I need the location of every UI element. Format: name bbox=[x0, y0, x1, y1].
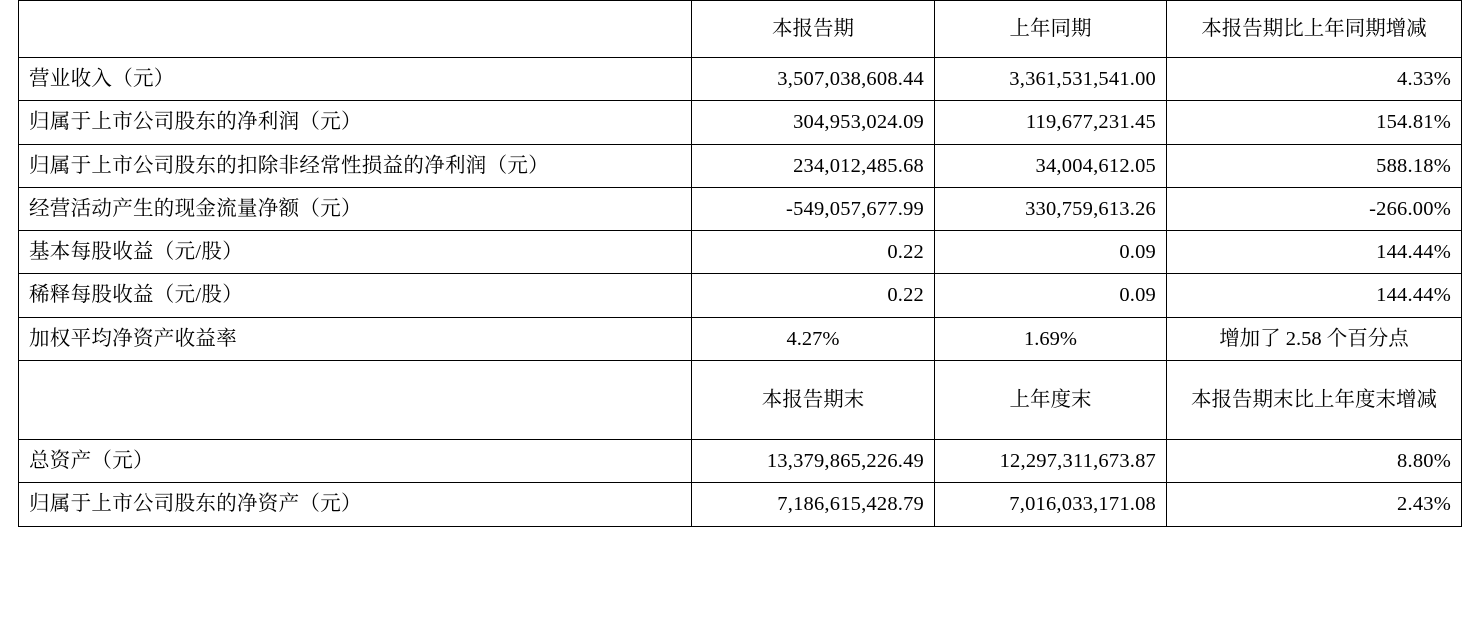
table-row bbox=[19, 144, 1462, 187]
row-previous-weighted-roe: 1.69% bbox=[935, 317, 1167, 360]
table-row bbox=[19, 58, 1462, 101]
table-row bbox=[19, 439, 1462, 482]
row-label-adjusted-net-profit: 归属于上市公司股东的扣除非经常性损益的净利润（元） bbox=[19, 144, 692, 187]
header-current-period: 本报告期 bbox=[692, 1, 935, 58]
row-current-diluted-eps: 0.22 bbox=[692, 274, 935, 317]
table-row bbox=[19, 101, 1462, 144]
header-label-blank bbox=[19, 1, 692, 58]
row-label-operating-cash-flow: 经营活动产生的现金流量净额（元） bbox=[19, 187, 692, 230]
row-change-diluted-eps: 144.44% bbox=[1167, 274, 1462, 317]
row-previous-net-assets: 7,016,033,171.08 bbox=[935, 483, 1167, 526]
header-period-change: 本报告期比上年同期增减 bbox=[1167, 1, 1462, 58]
header-current-period-end: 本报告期末 bbox=[692, 360, 935, 439]
row-previous-diluted-eps: 0.09 bbox=[935, 274, 1167, 317]
row-current-net-profit: 304,953,024.09 bbox=[692, 101, 935, 144]
row-previous-revenue: 3,361,531,541.00 bbox=[935, 58, 1167, 101]
row-previous-net-profit: 119,677,231.45 bbox=[935, 101, 1167, 144]
row-label-net-assets: 归属于上市公司股东的净资产（元） bbox=[19, 483, 692, 526]
row-previous-operating-cash-flow: 330,759,613.26 bbox=[935, 187, 1167, 230]
header-balance-change: 本报告期末比上年度末增减 bbox=[1167, 360, 1462, 439]
row-previous-basic-eps: 0.09 bbox=[935, 231, 1167, 274]
table-row bbox=[19, 187, 1462, 230]
table-row bbox=[19, 274, 1462, 317]
row-previous-total-assets: 12,297,311,673.87 bbox=[935, 439, 1167, 482]
row-label-diluted-eps: 稀释每股收益（元/股） bbox=[19, 274, 692, 317]
table-header-period bbox=[19, 1, 1462, 58]
row-change-net-assets: 2.43% bbox=[1167, 483, 1462, 526]
row-change-adjusted-net-profit: 588.18% bbox=[1167, 144, 1462, 187]
row-change-operating-cash-flow: -266.00% bbox=[1167, 187, 1462, 230]
table-row bbox=[19, 317, 1462, 360]
row-current-total-assets: 13,379,865,226.49 bbox=[692, 439, 935, 482]
header-previous-period: 上年同期 bbox=[935, 1, 1167, 58]
row-current-operating-cash-flow: -549,057,677.99 bbox=[692, 187, 935, 230]
row-current-revenue: 3,507,038,608.44 bbox=[692, 58, 935, 101]
row-current-net-assets: 7,186,615,428.79 bbox=[692, 483, 935, 526]
row-change-basic-eps: 144.44% bbox=[1167, 231, 1462, 274]
table-row bbox=[19, 231, 1462, 274]
table-header-balance bbox=[19, 360, 1462, 439]
header-balance-label-blank bbox=[19, 360, 692, 439]
row-label-basic-eps: 基本每股收益（元/股） bbox=[19, 231, 692, 274]
row-label-net-profit: 归属于上市公司股东的净利润（元） bbox=[19, 101, 692, 144]
table-row bbox=[19, 483, 1462, 526]
row-change-total-assets: 8.80% bbox=[1167, 439, 1462, 482]
row-previous-adjusted-net-profit: 34,004,612.05 bbox=[935, 144, 1167, 187]
header-previous-year-end: 上年度末 bbox=[935, 360, 1167, 439]
row-current-adjusted-net-profit: 234,012,485.68 bbox=[692, 144, 935, 187]
row-label-weighted-roe: 加权平均净资产收益率 bbox=[19, 317, 692, 360]
row-current-basic-eps: 0.22 bbox=[692, 231, 935, 274]
row-change-weighted-roe: 增加了 2.58 个百分点 bbox=[1167, 317, 1462, 360]
row-current-weighted-roe: 4.27% bbox=[692, 317, 935, 360]
row-change-net-profit: 154.81% bbox=[1167, 101, 1462, 144]
financial-summary-table bbox=[18, 0, 1462, 527]
row-label-total-assets: 总资产（元） bbox=[19, 439, 692, 482]
row-label-revenue: 营业收入（元） bbox=[19, 58, 692, 101]
row-change-revenue: 4.33% bbox=[1167, 58, 1462, 101]
